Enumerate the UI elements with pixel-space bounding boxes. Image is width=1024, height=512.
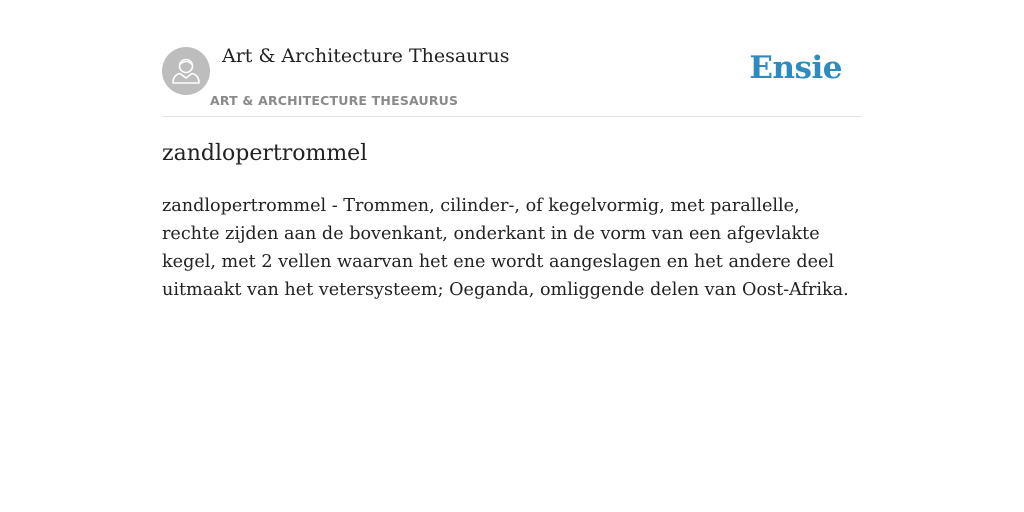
source-header <box>162 0 862 117</box>
source-title-link[interactable]: Art & Architecture Thesaurus <box>222 45 510 67</box>
source-avatar[interactable] <box>162 47 210 95</box>
entry-title: zandlopertrommel <box>162 141 368 166</box>
user-icon <box>162 47 210 95</box>
content-container <box>162 0 862 300</box>
source-subtitle: ART & ARCHITECTURE THESAURUS <box>210 93 459 108</box>
ensie-logo-link[interactable]: Ensie <box>749 50 842 86</box>
entry-definition: zandlopertrommel - Trommen, cilinder-, of kegelvormig, met parallelle, rechte zijden aan de bovenkant, onderkant in de vorm van een afgevlakte kegel, met 2 vellen waarvan het ene wordt aangeslagen en het andere deel uitmaakt van het vetersysteem; Oeganda, omliggende delen van Oost-Afrika. <box>162 196 849 300</box>
